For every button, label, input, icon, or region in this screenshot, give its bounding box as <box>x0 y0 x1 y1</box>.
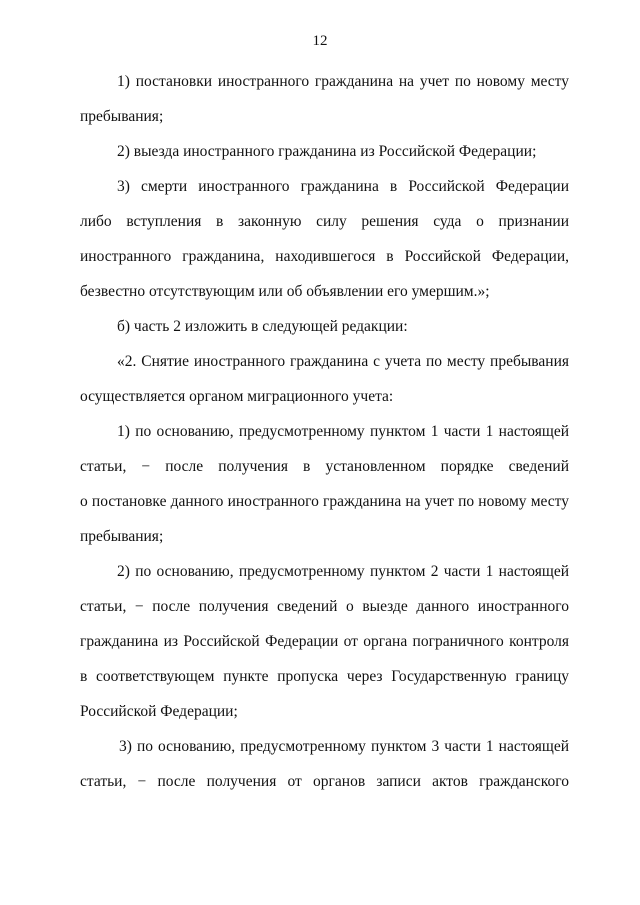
text-line: безвестно отсутствующим или об объявлении его умершим.»; <box>80 283 490 300</box>
text-line: гражданина из Российской Федерации от органа пограничного контроля <box>80 633 569 650</box>
page-number: 12 <box>312 33 328 49</box>
text-line: Российской Федерации; <box>80 703 238 720</box>
text-line: 2) по основанию, предусмотренному пунктом 2 части 1 настоящей <box>117 563 569 580</box>
text-line: о постановке данного иностранного гражданина на учет по новому месту <box>80 493 569 510</box>
text-line: иностранного гражданина, находившегося в Российской Федерации, <box>80 248 569 265</box>
text-line: б) часть 2 изложить в следующей редакции: <box>117 318 408 335</box>
text-line: 1) по основанию, предусмотренному пунктом 1 части 1 настоящей <box>117 423 569 440</box>
text-line: 1) постановки иностранного гражданина на учет по новому месту <box>117 73 569 90</box>
text-line: либо вступления в законную силу решения суда о признании <box>80 213 569 230</box>
text-line: осуществляется органом миграционного учета: <box>80 388 394 405</box>
text-line: «2. Снятие иностранного гражданина с учета по месту пребывания <box>117 353 569 370</box>
text-line: в соответствующем пункте пропуска через Государственную границу <box>80 668 569 685</box>
text-line: пребывания; <box>80 108 164 125</box>
text-line: 3) по основанию, предусмотренному пунктом 3 части 1 настоящей <box>119 738 569 755</box>
text-line: статьи, − после получения сведений о выезде данного иностранного <box>80 598 569 615</box>
text-line: 3) смерти иностранного гражданина в Российской Федерации <box>117 178 569 195</box>
text-line: 2) выезда иностранного гражданина из Российской Федерации; <box>117 143 537 160</box>
text-line: пребывания; <box>80 528 164 545</box>
text-line: статьи, − после получения в установленном порядке сведений <box>80 458 569 475</box>
text-line: статьи, − после получения от органов записи актов гражданского <box>80 773 569 790</box>
